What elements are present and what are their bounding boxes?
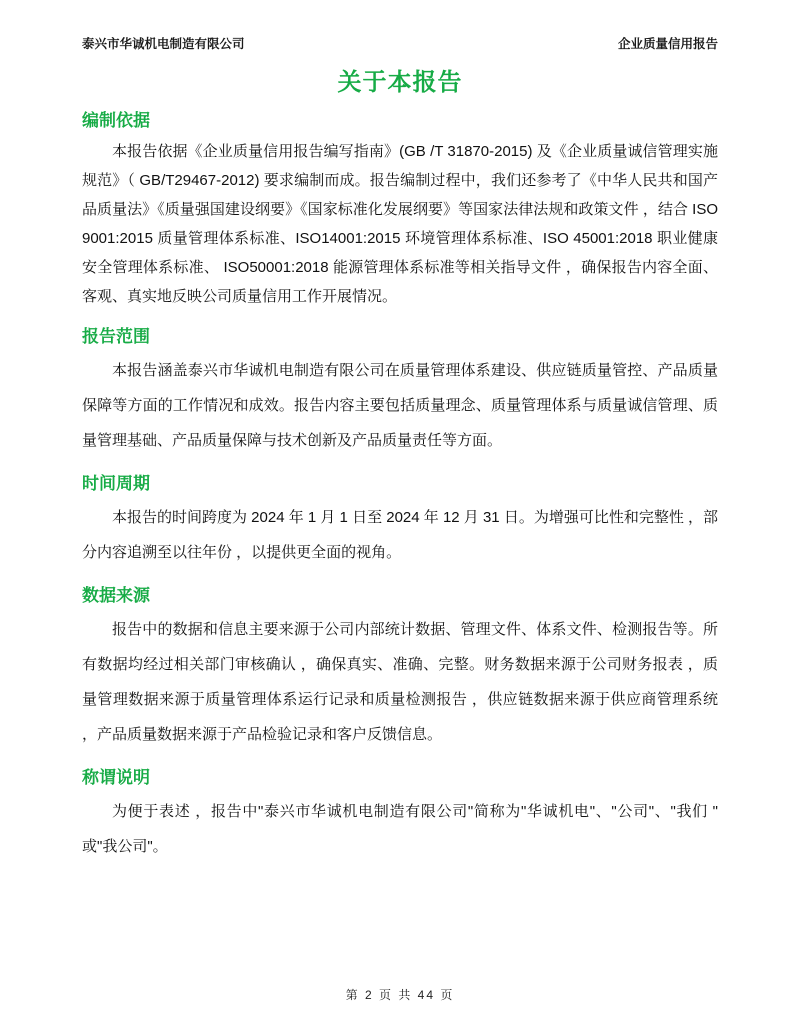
section-heading: 报告范围 [82, 327, 150, 346]
section-heading: 时间周期 [82, 474, 150, 493]
section-heading: 数据来源 [82, 586, 150, 605]
page-title: 关于本报告 [337, 69, 463, 96]
section-paragraph: 报告中的数据和信息主要来源于公司内部统计数据、管理文件、体系文件、检测报告等。所有数据均经过相关部门审核确认 ，确保真实、准确、完整。财务数据来源于公司财务报表 ，质量管理数据来源于质量管理体系运行记录和质量检测报告 ，供应链数据来源于供应商管理系统 ，产品质量数据来源于产品检验记录和客户反馈信息。 [82, 621, 718, 743]
section-heading: 称谓说明 [82, 768, 150, 787]
section-time-period [82, 472, 718, 570]
section-naming-convention [82, 766, 718, 864]
section-heading: 编制依据 [82, 111, 150, 130]
section-paragraph: 为便于表述 ，报告中"泰兴市华诚机电制造有限公司"简称为"华诚机电"、"公司"、"我们 " 或"我公司"。 [82, 803, 718, 855]
section-compilation-basis [82, 109, 718, 311]
page-header [82, 36, 718, 53]
section-paragraph: 本报告依据《企业质量信用报告编写指南》(GB /T 31870-2015) 及《企业质量诚信管理实施规范》（ GB/T29467-2012) 要求编制而成。报告编制过程中，我们还参考了《中华人民共和国产品质量法》《质量强国建设纲要》《国家标准化发展纲要》等国家法律法规和政策文件 ，结合 ISO 9001:2015 质量管理体系标准、ISO14001:2015 环境管理体系标准、ISO 45001:2018 职业健康安全管理体系标准、 ISO50001:2018 能源管理体系标准等相关指导文件 ，确保报告内容全面、客观、真实地反映公司质量信用工作开展情况。 [82, 143, 718, 305]
section-data-source [82, 584, 718, 752]
section-paragraph: 本报告的时间跨度为 2024 年 1 月 1 日至 2024 年 12 月 31 日。为增强可比性和完整性 ，部分内容追溯至以往年份 ，以提供更全面的视角。 [82, 509, 718, 561]
header-report-type: 企业质量信用报告 [617, 37, 718, 51]
section-report-scope [82, 325, 718, 458]
section-paragraph: 本报告涵盖泰兴市华诚机电制造有限公司在质量管理体系建设、供应链质量管控、产品质量保障等方面的工作情况和成效。报告内容主要包括质量理念、质量管理体系与质量诚信管理、质量管理基础、产品质量保障与技术创新及产品质量责任等方面。 [82, 362, 718, 449]
header-company-name: 泰兴市华诚机电制造有限公司 [82, 37, 245, 51]
page-number: 第 2 页 共 44 页 [345, 988, 455, 1002]
